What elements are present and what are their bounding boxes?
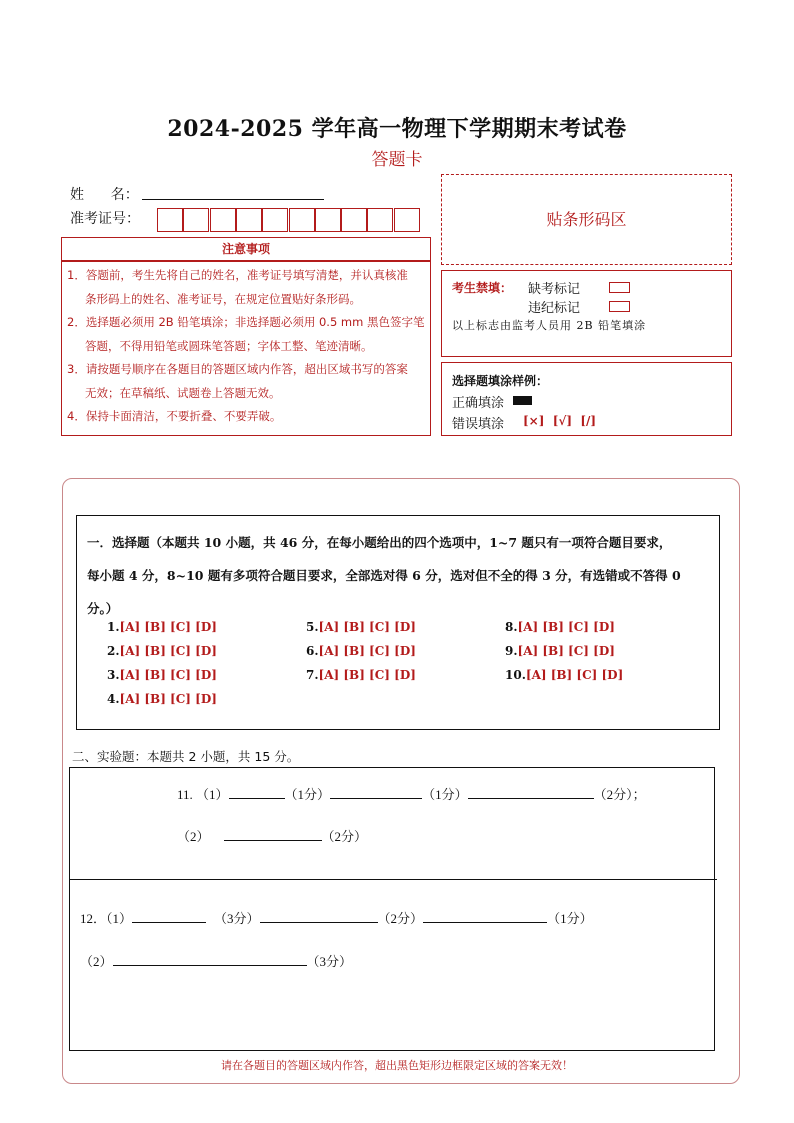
section2-divider	[69, 879, 717, 880]
mc-question-number: 8.	[505, 620, 518, 634]
section1-instr-line-3: 分。）	[87, 601, 119, 616]
q11-blank-1[interactable]	[229, 786, 285, 799]
mc-question	[107, 668, 217, 682]
barcode-area	[441, 174, 732, 265]
mc-question	[107, 620, 217, 634]
id-digit-cell[interactable]	[157, 208, 183, 232]
forbidden-label: 考生禁填：	[452, 281, 513, 295]
id-digit-cell[interactable]	[394, 208, 420, 232]
q12-score-3: （1分）	[547, 911, 593, 926]
q12-blank-2[interactable]	[260, 910, 378, 923]
mc-question-number: 6.	[306, 644, 319, 658]
mc-question-number: 4.	[107, 692, 120, 706]
q11-line-2	[177, 826, 367, 845]
section2-title: 二、实验题：本题共 2 小题，共 15 分。	[72, 749, 300, 764]
mc-question	[306, 668, 416, 682]
mc-question-number: 9.	[505, 644, 518, 658]
footer-warning: 请在各题目的答题区域内作答，超出黑色矩形边框限定区域的答案无效！	[221, 1059, 573, 1072]
section1-instr-line-1: 一．选择题（本题共 10 小题，共 46 分，在每小题给出的四个选项中，1~7 题只有一项符合题目要求，	[87, 535, 672, 550]
sample-correct-mark	[513, 396, 532, 405]
mc-options[interactable]: [A] [B] [C] [D]	[119, 644, 217, 658]
q11-score-4: （2分）	[321, 829, 368, 844]
notice-item-2: 2．选择题必须用 2B 铅笔填涂；非选择题必须用 0.5 mm 黑色签字笔	[67, 315, 425, 329]
q11-score-1: （1分）	[284, 787, 331, 802]
id-digit-cell[interactable]	[315, 208, 341, 232]
notice-item-1b: 条形码上的姓名、准考证号，在规定位置贴好条形码。	[85, 291, 361, 306]
q11-part1-label: （1）	[196, 787, 229, 802]
mc-options[interactable]: [A] [B] [C] [D]	[119, 692, 217, 706]
violation-mark-box[interactable]	[609, 301, 630, 312]
q12-blank-4[interactable]	[113, 953, 307, 966]
q11-score-2: （1分）	[422, 787, 468, 802]
notice-title: 注意事项	[221, 242, 270, 256]
id-digit-cell[interactable]	[183, 208, 209, 232]
sample-box	[441, 362, 732, 436]
forbidden-box	[441, 270, 732, 357]
id-label: 准考证号：	[70, 211, 140, 227]
violation-label: 违纪标记	[528, 301, 581, 316]
q12-num: 12．	[80, 911, 107, 926]
mc-options[interactable]: [A] [B] [C] [D]	[525, 668, 624, 682]
mc-question	[306, 644, 416, 658]
section1-box	[76, 515, 720, 730]
mc-question	[505, 668, 623, 682]
q12-line-1	[80, 908, 593, 927]
id-digit-cell[interactable]	[289, 208, 315, 232]
id-digit-cell[interactable]	[367, 208, 393, 232]
mc-question	[306, 620, 416, 634]
notice-item-2b: 答题，不得用铅笔或圆珠笔答题；字体工整、笔迹清晰。	[85, 338, 373, 353]
q12-score-4: （3分）	[306, 954, 353, 969]
q11-blank-3[interactable]	[468, 786, 594, 799]
notice-item-3: 3．请按题号顺序在各题目的答题区域内作答，超出区域书写的答案	[67, 362, 408, 376]
absent-mark-box[interactable]	[609, 282, 630, 293]
id-digit-cell[interactable]	[262, 208, 288, 232]
barcode-label: 贴条形码区	[546, 210, 627, 229]
q12-part2-label: （2）	[80, 954, 113, 969]
q11-blank-4[interactable]	[224, 828, 322, 841]
q12-score-2: （2分）	[377, 911, 424, 926]
q12-score-1: （3分）	[214, 911, 260, 926]
notice-item-1: 1．答题前，考生先将自己的姓名，准考证号填写清楚，并认真核准	[67, 268, 408, 282]
notice-item-3b: 无效；在草稿纸、试题卷上答题无效。	[85, 385, 281, 400]
mc-question	[505, 644, 615, 658]
q12-line-2	[80, 951, 352, 970]
q12-part1-label: （1）	[106, 911, 133, 926]
q11-blank-2[interactable]	[330, 786, 422, 799]
sample-correct-label: 正确填涂	[452, 396, 505, 411]
mc-question	[107, 692, 217, 706]
mc-question-number: 10.	[505, 668, 526, 682]
name-field[interactable]	[142, 199, 324, 200]
mc-question-number: 1.	[107, 620, 120, 634]
id-digit-cell[interactable]	[210, 208, 236, 232]
mc-question-number: 5.	[306, 620, 319, 634]
sample-label: 选择题填涂样例：	[452, 374, 549, 388]
page-subtitle: 答题卡	[371, 150, 423, 170]
mc-question-number: 3.	[107, 668, 120, 682]
section1-instructions	[87, 526, 681, 625]
id-digit-cell[interactable]	[236, 208, 262, 232]
q11-line-1	[177, 784, 646, 803]
mc-options[interactable]: [A] [B] [C] [D]	[517, 620, 615, 634]
q11-num: 11.	[177, 787, 193, 802]
mc-options[interactable]: [A] [B] [C] [D]	[517, 644, 615, 658]
mc-question	[107, 644, 217, 658]
mc-options[interactable]: [A] [B] [C] [D]	[318, 668, 416, 682]
sample-wrong-label: 错误填涂	[452, 417, 505, 432]
sample-wrong-marks: [×] [√] [/]	[523, 414, 597, 428]
page-title: 2024-2025 学年高一物理下学期期末考试卷	[167, 116, 627, 142]
notice-body	[61, 261, 431, 436]
mc-options[interactable]: [A] [B] [C] [D]	[119, 620, 217, 634]
name-label: 姓 名：	[70, 187, 139, 203]
q11-part2-label: （2）	[177, 829, 210, 844]
mc-question-number: 7.	[306, 668, 319, 682]
absent-label: 缺考标记	[528, 282, 581, 297]
q11-score-3: （2分）；	[593, 787, 646, 802]
q12-blank-3[interactable]	[423, 910, 547, 923]
mc-options[interactable]: [A] [B] [C] [D]	[318, 620, 416, 634]
id-digit-cell[interactable]	[341, 208, 367, 232]
mc-question-number: 2.	[107, 644, 120, 658]
notice-item-4: 4．保持卡面清洁，不要折叠、不要弄破。	[67, 409, 282, 423]
q12-blank-1[interactable]	[132, 910, 206, 923]
section1-instr-line-2: 每小题 4 分，8~10 题有多项符合题目要求，全部选对得 6 分，选对但不全的得 3 分，有选错或不答得 0	[87, 568, 681, 583]
notice-header	[61, 237, 431, 261]
mc-options[interactable]: [A] [B] [C] [D]	[318, 644, 416, 658]
mc-options[interactable]: [A] [B] [C] [D]	[119, 668, 217, 682]
mc-question	[505, 620, 615, 634]
forbidden-note: 以上标志由监考人员用 2B 铅笔填涂	[452, 319, 647, 332]
